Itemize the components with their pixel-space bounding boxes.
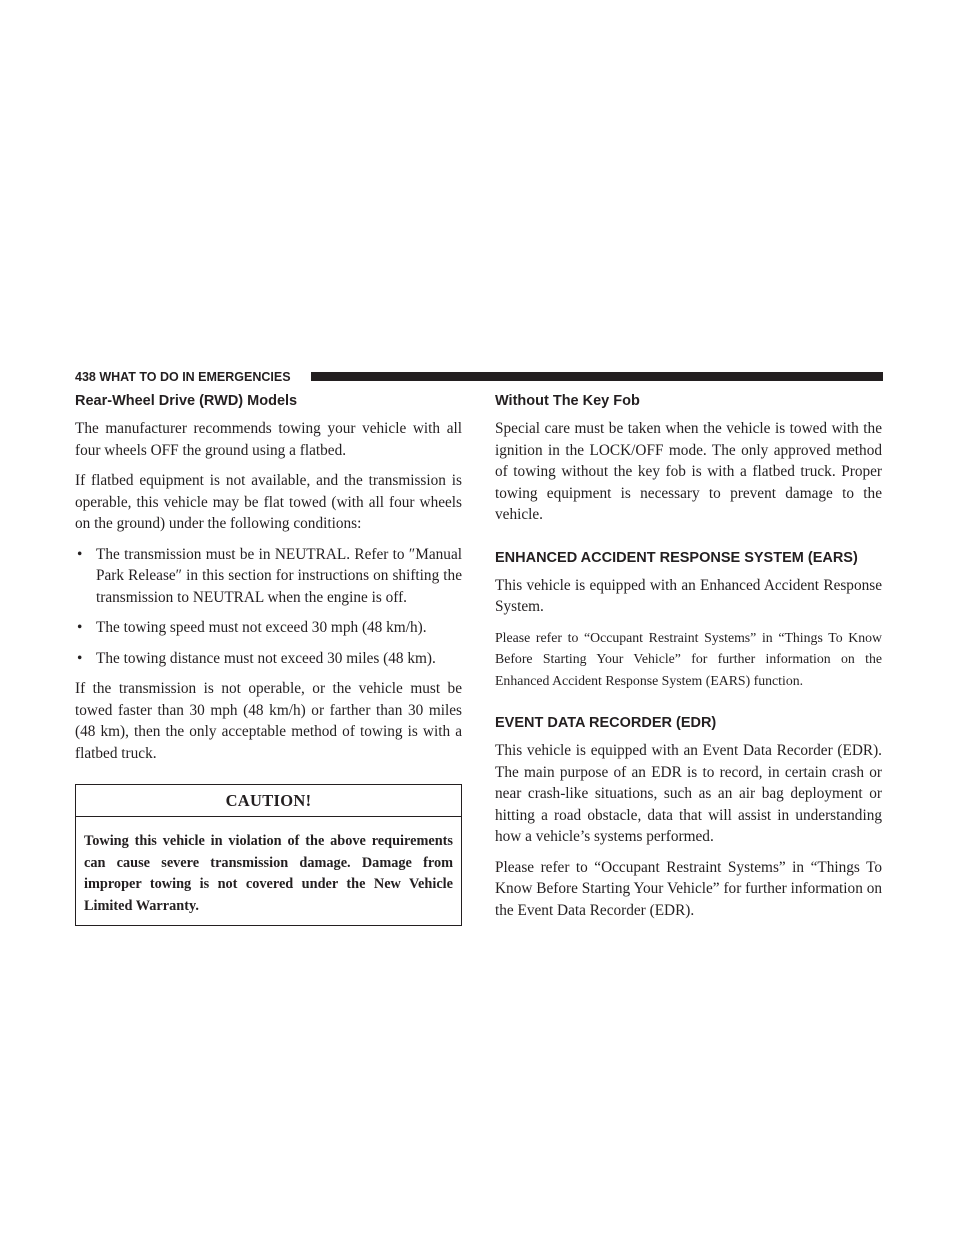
caution-body: Towing this vehicle in violation of the above requirements can cause severe transmission damage. Damage from improper towing is not covered under the New Vehicle Limited Warranty. bbox=[84, 833, 453, 914]
bullet-icon: • bbox=[77, 619, 83, 636]
caution-title: CAUTION! bbox=[76, 785, 461, 817]
key-fob-heading: Without The Key Fob bbox=[495, 393, 640, 409]
list-item-text: The towing distance must not exceed 30 miles (48 km). bbox=[96, 649, 436, 667]
rwd-paragraph-2: If flatbed equipment is not available, and the transmission is operable, this vehicle may be flat towed (with all four wheels on the ground) under the following conditions: bbox=[75, 472, 462, 532]
edr-paragraph-1: This vehicle is equipped with an Event Data Recorder (EDR). The main purpose of an EDR is to record, in certain crash or near crash-like situations, such as an air bag deployment or hitting a road obstacle, data that will assist in understanding how a vehicle’s systems performed. bbox=[495, 742, 882, 845]
page-number: 438 bbox=[75, 370, 96, 384]
list-item-text: The towing speed must not exceed 30 mph (48 km/h). bbox=[96, 619, 427, 636]
edr-paragraph-2: Please refer to “Occupant Restraint Systems” in “Things To Know Before Starting Your Vehicle” for further information on the Event Data Recorder (EDR). bbox=[495, 858, 882, 919]
ears-heading: ENHANCED ACCIDENT RESPONSE SYSTEM (EARS) bbox=[495, 549, 858, 566]
bullet-icon: • bbox=[77, 649, 83, 667]
caution-box bbox=[75, 784, 462, 926]
page-header-text bbox=[75, 369, 291, 385]
list-item bbox=[75, 617, 462, 639]
list-item bbox=[75, 648, 462, 670]
right-column bbox=[495, 392, 882, 930]
key-fob-paragraph: Special care must be taken when the vehicle is towed with the ignition in the LOCK/OFF mode. The only approved method of towing without the key fob is with a flatbed truck. Proper towing equipment is necessary to prevent damage to the vehicle. bbox=[495, 420, 882, 523]
section-title: WHAT TO DO IN EMERGENCIES bbox=[99, 370, 291, 384]
bullet-icon: • bbox=[77, 545, 83, 563]
conditions-list bbox=[75, 544, 462, 670]
ears-paragraph-1: This vehicle is equipped with an Enhanced Accident Response System. bbox=[495, 576, 882, 615]
list-item bbox=[75, 544, 462, 609]
list-item-text: The transmission must be in NEUTRAL. Refer to ″Manual Park Release″ in this section for instructions on shifting the transmission to NEUTRAL when the engine is off. bbox=[96, 545, 462, 606]
ears-paragraph-2: Please refer to “Occupant Restraint Systems” in “Things To Know Before Starting Your Vehicle” for further information on the Enhanced Accident Response System (EARS) function. bbox=[495, 629, 882, 688]
header-rule bbox=[311, 372, 883, 381]
edr-heading: EVENT DATA RECORDER (EDR) bbox=[495, 715, 717, 731]
page-header bbox=[75, 369, 883, 385]
left-column bbox=[75, 392, 462, 926]
rwd-paragraph-1: The manufacturer recommends towing your vehicle with all four wheels OFF the ground using a flatbed. bbox=[75, 420, 462, 459]
rwd-paragraph-3: If the transmission is not operable, or the vehicle must be towed faster than 30 mph (48 km/h) or farther than 30 miles (48 km), then the only acceptable method of towing is with a flatbed truck. bbox=[75, 680, 462, 762]
rwd-heading: Rear-Wheel Drive (RWD) Models bbox=[75, 393, 298, 409]
